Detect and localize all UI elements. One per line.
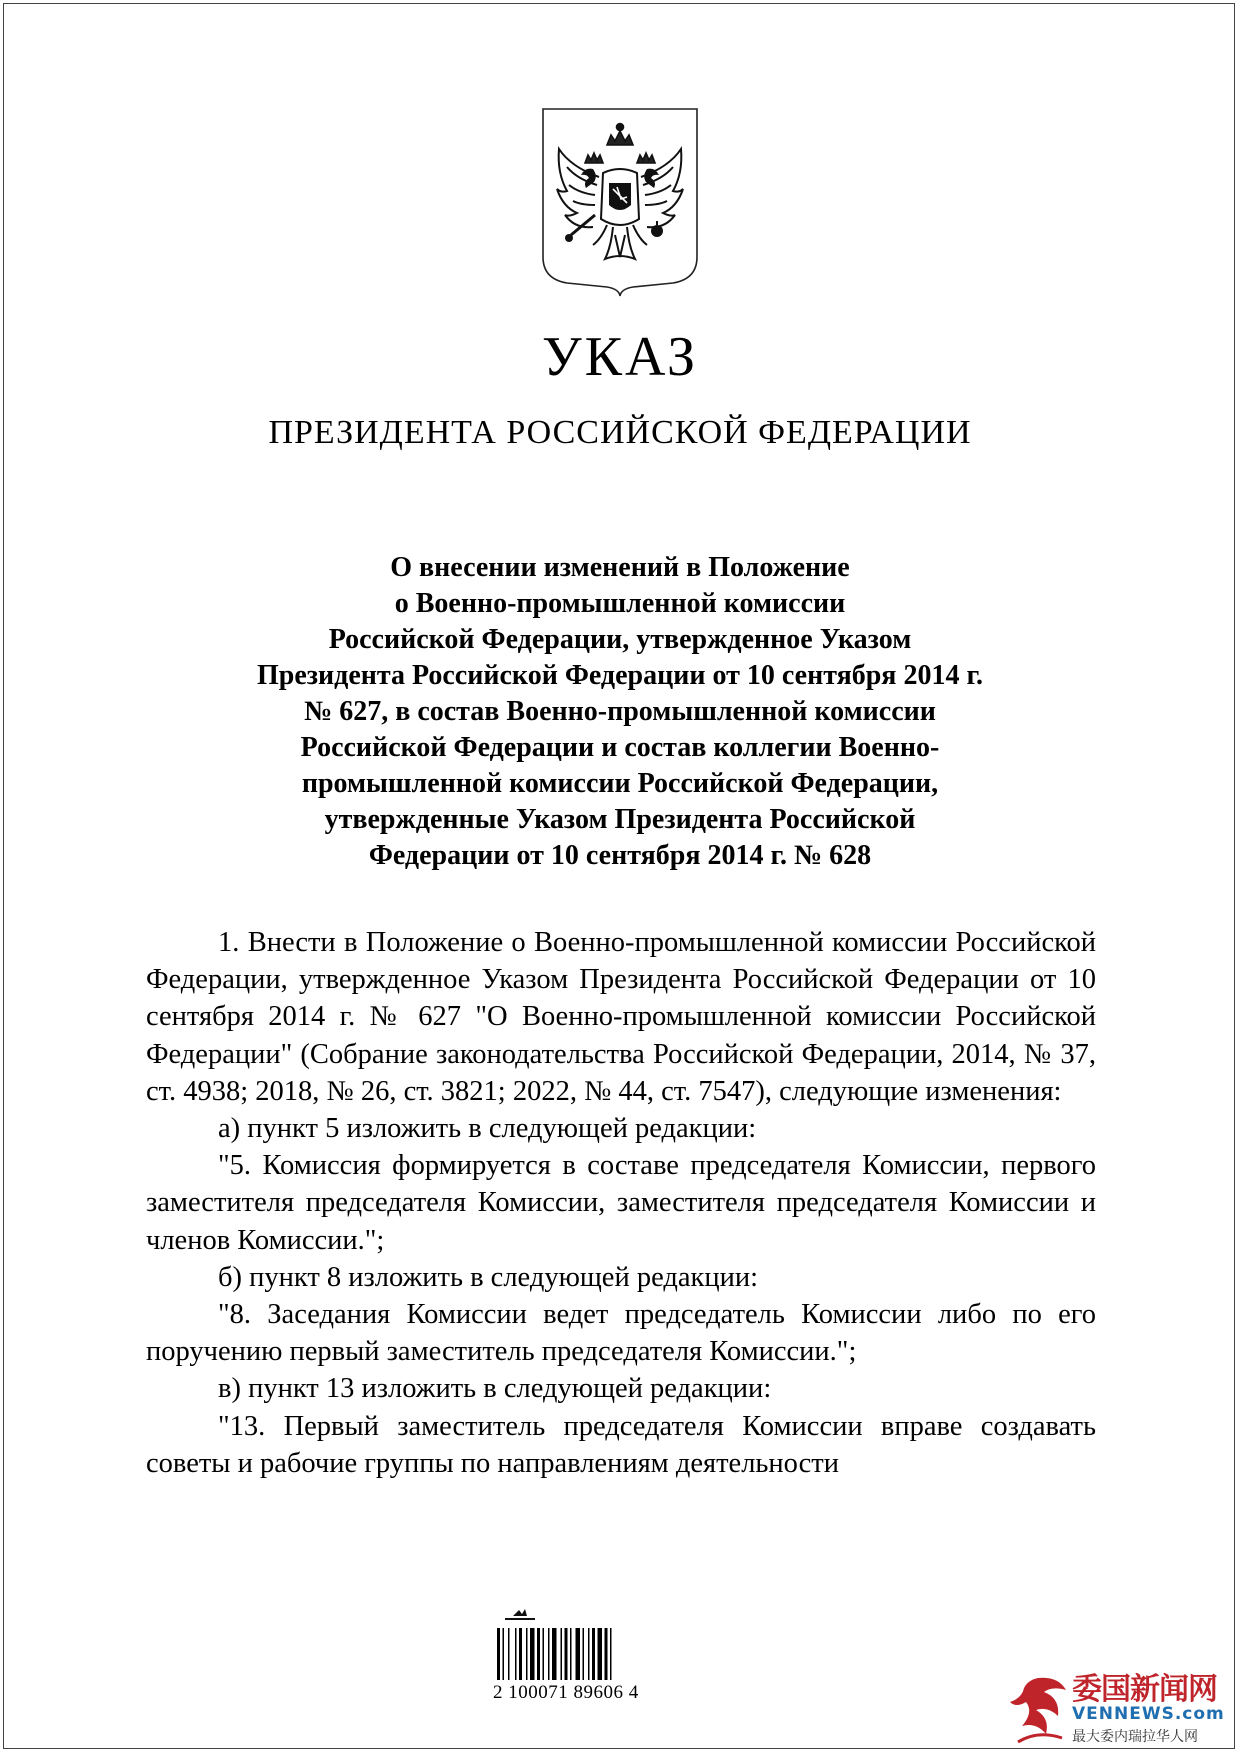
heading-line: Российской Федерации и состав коллегии Военно- (300, 732, 940, 763)
heading-line: Российской Федерации, утвержденное Указом (328, 624, 912, 655)
barcode-bar (583, 1628, 585, 1680)
watermark (1008, 1664, 1236, 1750)
heading-line: промышленной комиссии Российской Федерации, (301, 768, 939, 799)
heading-line: № 627, в состав Военно-промышленной комиссии (304, 696, 936, 727)
barcode-bar (565, 1628, 568, 1680)
body-paragraph: в) пункт 13 изложить в следующей редакции: (218, 1373, 772, 1405)
barcode-bar (592, 1628, 595, 1680)
document-barcode (493, 1608, 673, 1708)
body-paragraph: "8. Заседания Комиссии ведет председатель Комиссии либо по его поручению первый заместитель председателя Комиссии."; (146, 1299, 1096, 1368)
coat-of-arms-icon (541, 107, 699, 297)
barcode-bar (543, 1628, 545, 1680)
barcode-bar (503, 1628, 505, 1680)
document-title: УКАЗ (541, 326, 699, 388)
barcode-bar (537, 1628, 540, 1680)
barcode-bar (570, 1628, 572, 1680)
body-paragraph: 1. Внести в Положение о Военно-промышленной комиссии Российской Федерации, утвержденное Указом Президента Российской Федерации от 10 сентября 2014 г. № 627 "О Военно-промышленной комиссии Российской Федерации" (Собрание законодательства Российской Федерации, 2014, № 37, ст. 4938; 2018, № 26, ст. 3821; 2022, № 44, ст. 7547), следующие изменения: (146, 927, 1096, 1107)
heading-line: О внесении изменений в Положение (390, 552, 850, 583)
barcode-bar (519, 1628, 522, 1680)
heading-line: утвержденные Указом Президента Российской (324, 804, 916, 835)
barcode-bar (605, 1628, 608, 1680)
body-paragraph: б) пункт 8 изложить в следующей редакции: (218, 1261, 759, 1293)
barcode-bar (610, 1628, 612, 1680)
barcode-bar (515, 1628, 517, 1680)
barcode-bar (576, 1628, 581, 1680)
watermark-logo-icon (1008, 1672, 1072, 1748)
watermark-tagline: 最大委内瑞拉华人网 (1072, 1729, 1198, 1745)
barcode-bars (493, 1608, 673, 1684)
decree-heading (150, 550, 1090, 874)
barcode-bar (497, 1628, 500, 1680)
barcode-number: 2 100071 89606 4 (493, 1682, 639, 1703)
watermark-title: 委国新闻网 (1072, 1672, 1217, 1707)
body-paragraph: а) пункт 5 изложить в следующей редакции: (218, 1113, 757, 1145)
heading-line: Федерации от 10 сентября 2014 г. № 628 (368, 840, 872, 871)
barcode-bar (508, 1628, 510, 1680)
barcode-bar (588, 1628, 590, 1680)
document-subtitle: ПРЕЗИДЕНТА РОССИЙСКОЙ ФЕДЕРАЦИИ (268, 414, 972, 451)
barcode-bar (530, 1628, 535, 1680)
watermark-url: VENNEWS.com (1072, 1704, 1225, 1724)
heading-line: Президента Российской Федерации от 10 сентября 2014 г. (256, 660, 984, 691)
body-paragraph: "5. Комиссия формируется в составе председателя Комиссии, первого заместителя председателя Комиссии, заместителя председателя Комиссии и членов Комиссии."; (146, 1150, 1096, 1256)
barcode-bar (598, 1628, 603, 1680)
barcode-bar (561, 1628, 563, 1680)
barcode-bar (526, 1628, 528, 1680)
barcode-bar (552, 1628, 557, 1680)
barcode-bar (548, 1628, 550, 1680)
decree-body (146, 924, 1096, 1482)
body-paragraph: "13. Первый заместитель председателя Комиссии вправе создавать советы и рабочие группы по направлениям деятельности (146, 1410, 1096, 1479)
heading-line: о Военно-промышленной комиссии (394, 588, 846, 619)
